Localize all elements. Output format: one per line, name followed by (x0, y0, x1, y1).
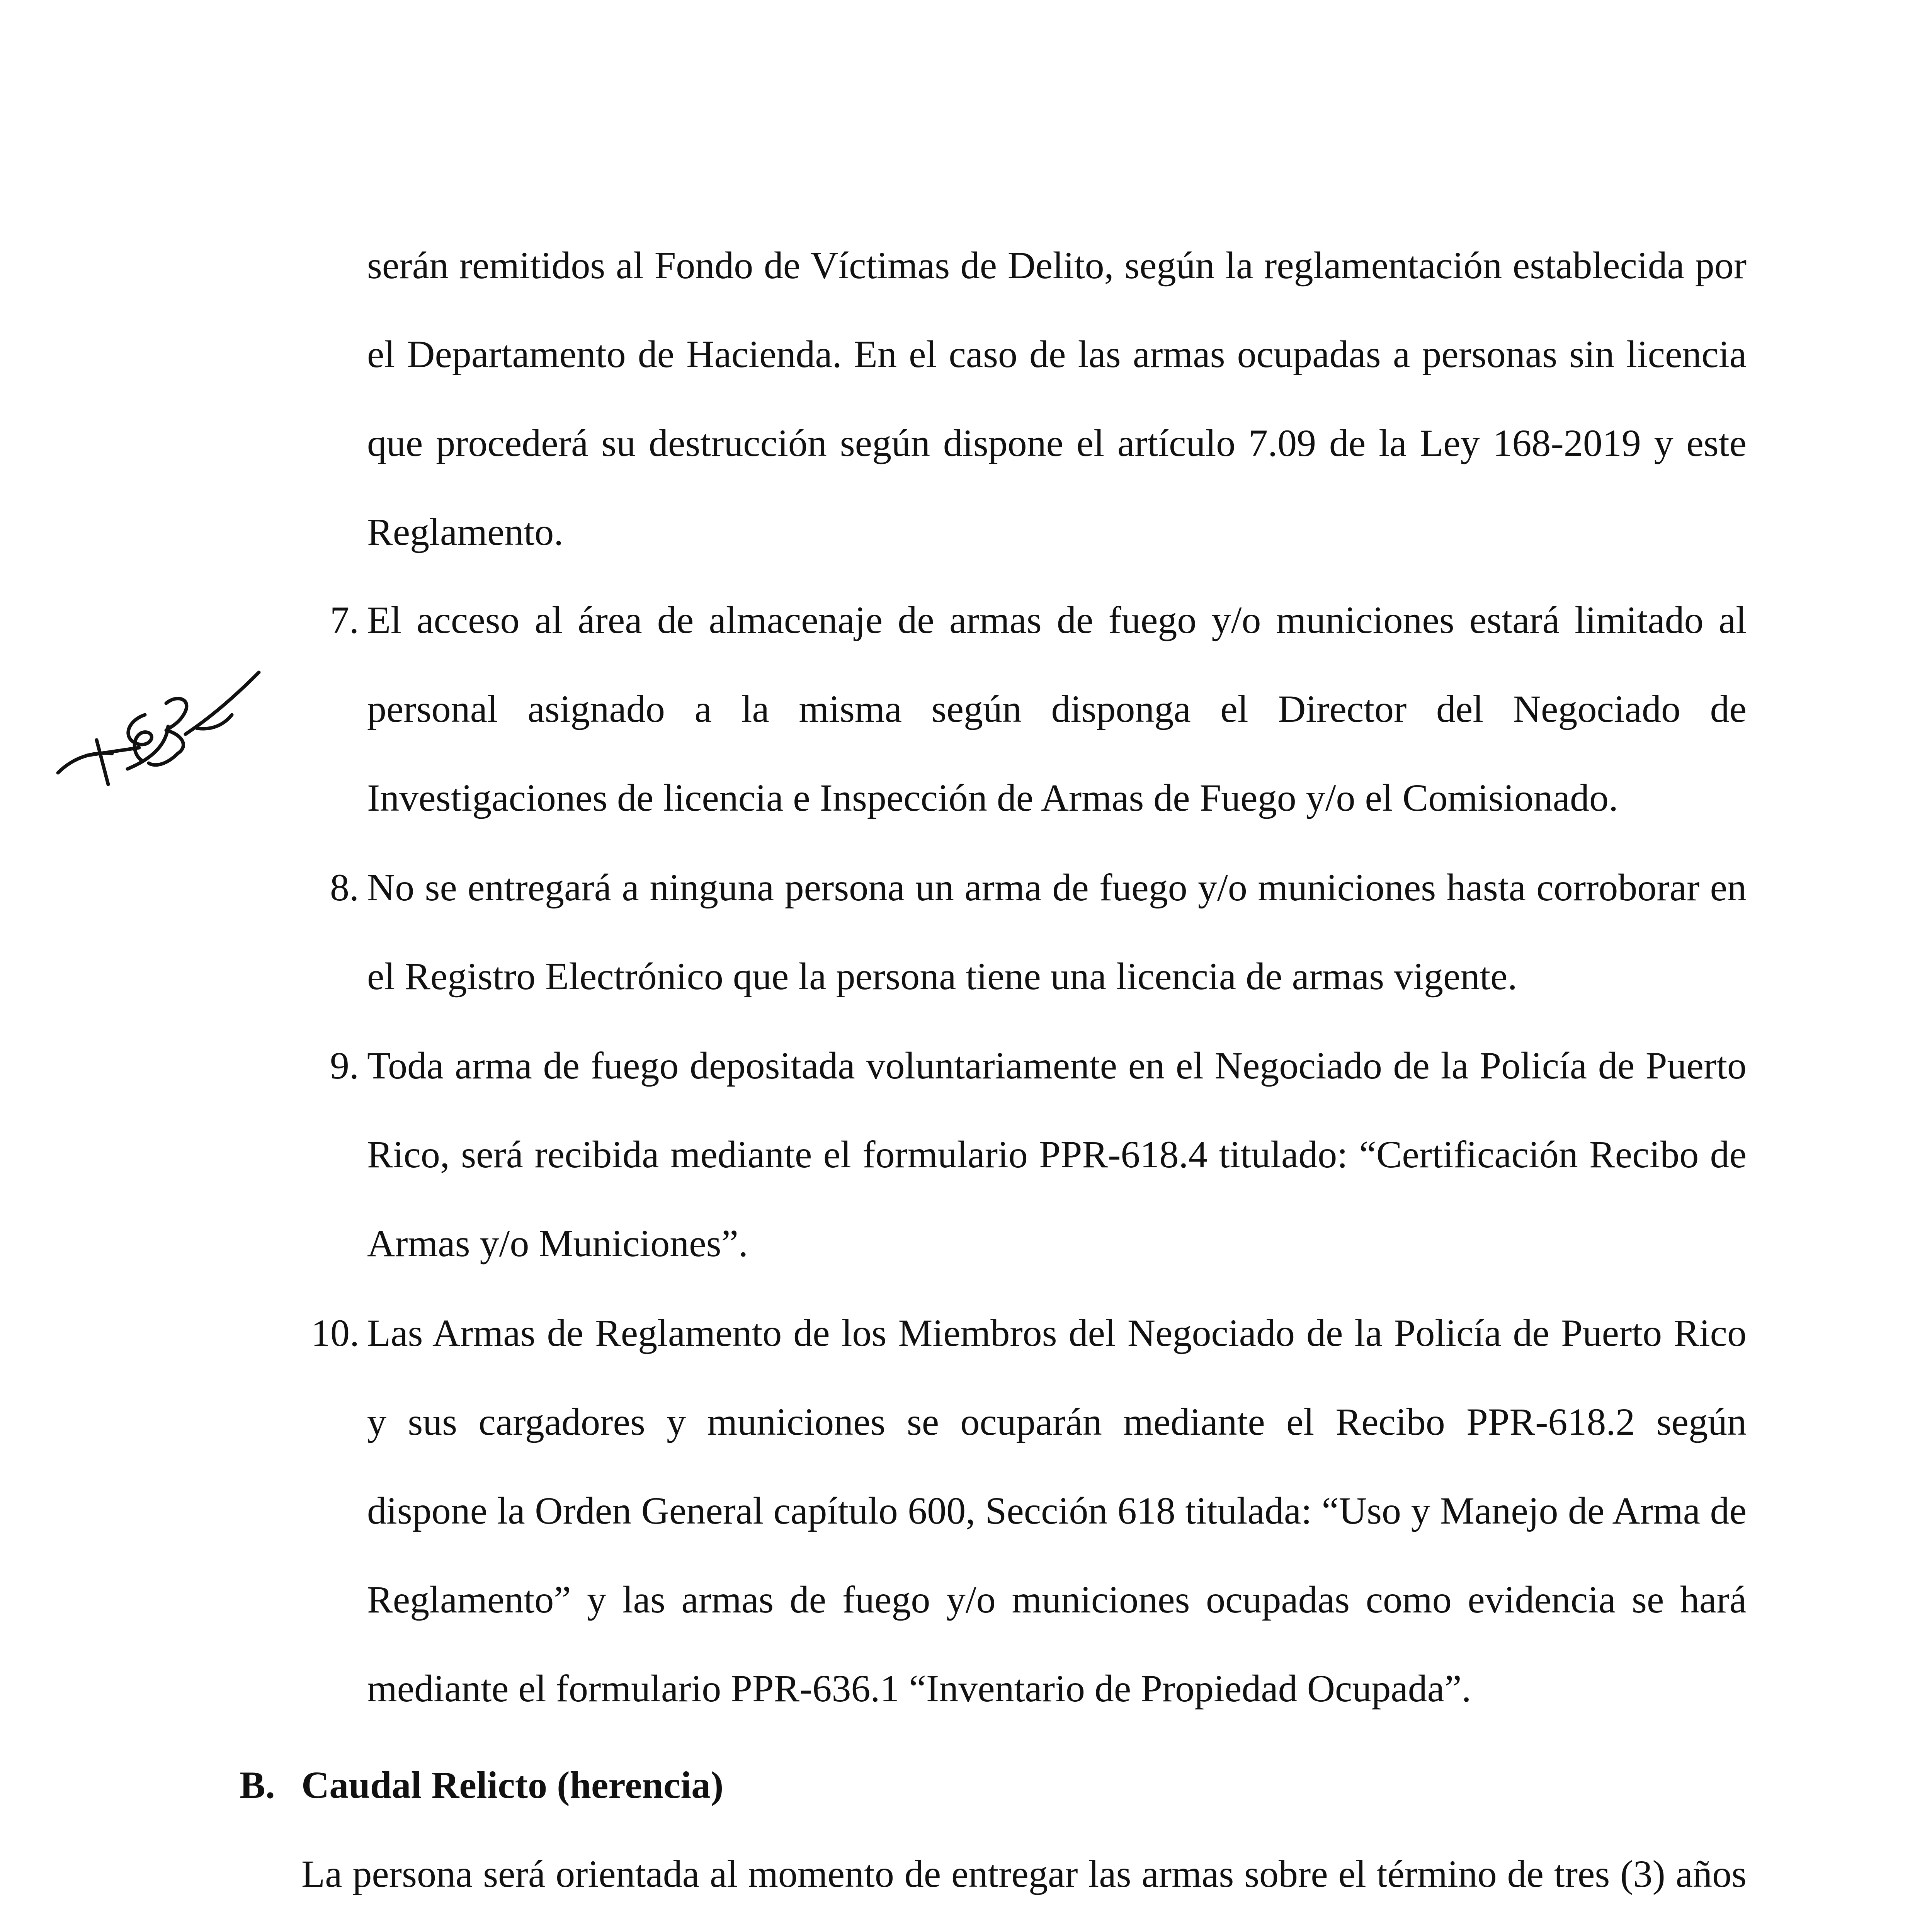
handwritten-initials-icon (50, 657, 267, 800)
continuation-paragraph: serán remitidos al Fondo de Víctimas de Delito, según la reglamentación establecida por el Departamento de Hacienda. En el caso de las armas ocupadas a personas sin licencia que procederá su destrucción según dispone el artículo 7.09 de la Ley 168-2019 y este Reglamento. (367, 244, 1747, 553)
list-item-text: El acceso al área de almacenaje de armas de fuego y/o municiones estará limitado al personal asignado a la misma según disponga el Director del Negociado de Investigaciones de licencia e Inspección de Armas de Fuego y/o el Comisionado. (367, 599, 1747, 819)
list-item-text: Toda arma de fuego depositada voluntariamente en el Negociado de la Policía de Puerto Rico, será recibida mediante el formulario PPR-618.4 titulado: “Certificación Recibo de Armas y/o Municiones”. (367, 1044, 1747, 1265)
section-title: Caudal Relicto (herencia) (301, 1764, 724, 1806)
list-item-number: 9. (330, 1044, 359, 1087)
list-item-number: 7. (330, 599, 359, 641)
list-item-text: No se entregará a ninguna persona un arma de fuego y/o municiones hasta corroborar en el Registro Electrónico que la persona tiene una licencia de armas vigente. (367, 866, 1747, 998)
section-paragraph: La persona será orientada al momento de entregar las armas sobre el término de tres (3) años (301, 1852, 1747, 1895)
list-item-number: 10. (311, 1311, 359, 1354)
list-item-number: 8. (330, 866, 359, 909)
list-item-text: Las Armas de Reglamento de los Miembros del Negociado de la Policía de Puerto Rico y sus cargadores y municiones se ocuparán mediante el Recibo PPR-618.2 según dispone la Orden General capítulo 600, Sección 618 titulada: “Uso y Manejo de Arma de Reglamento” y las armas de fuego y/o municiones ocupadas como evidencia se hará mediante el formulario PPR-636.1 “Inventario de Propiedad Ocupada”. (367, 1311, 1747, 1710)
section-letter: B. (240, 1764, 275, 1806)
section-heading (240, 1741, 723, 1830)
